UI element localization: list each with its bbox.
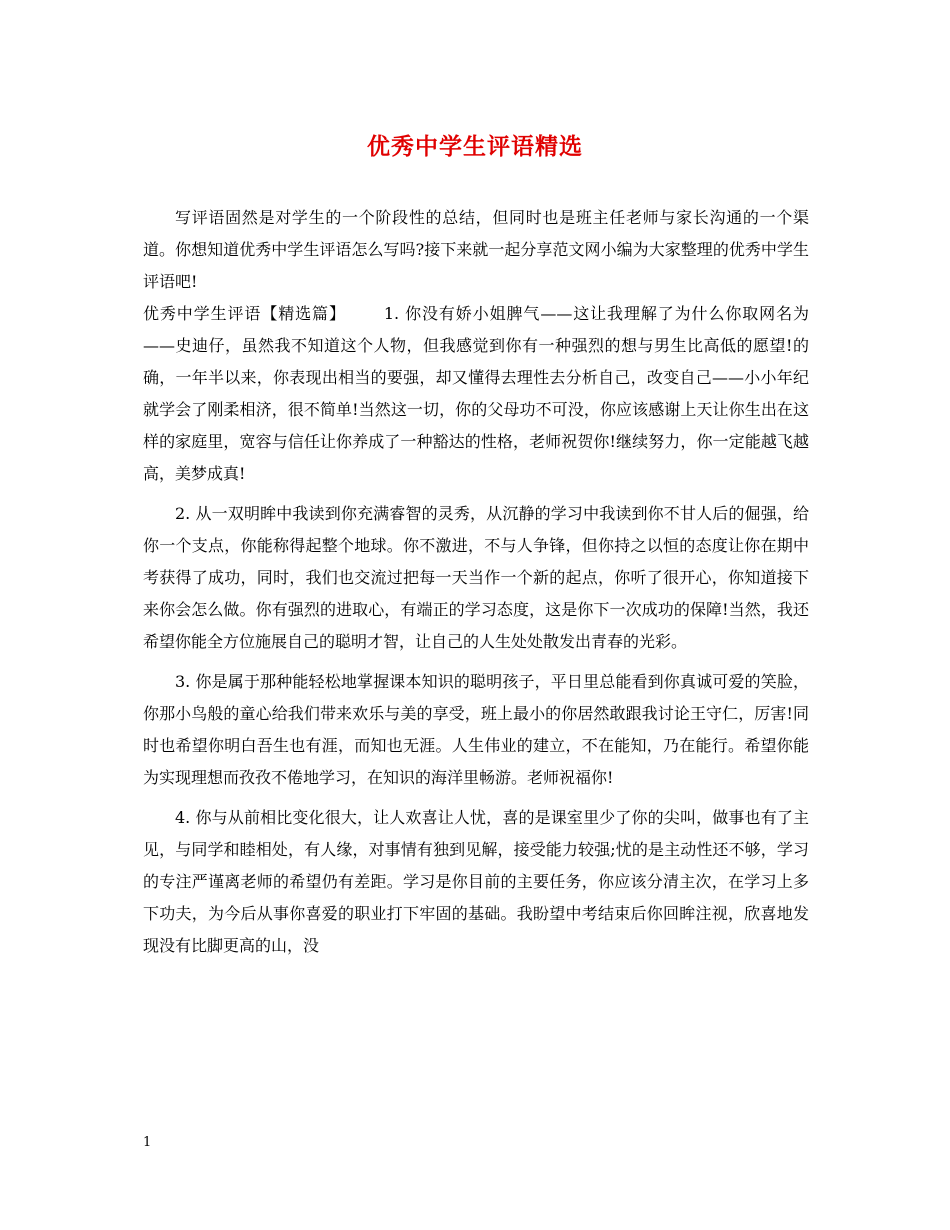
page-number: 1 <box>143 1135 152 1150</box>
item-2-paragraph: 2. 从一双明眸中我读到你充满睿智的灵秀，从沉静的学习中我读到你不甘人后的倔强，给你一个支点，你能称得起整个地球。你不激进，不与人争锋，但你持之以恒的态度让你在期中考获得了成功，同时，我们也交流过把每一天当作一个新的起点，你听了很开心，你知道接下来你会怎么做。你有强烈的进取心，有端正的学习态度，这是你下一次成功的保障!当然，我还希望你能全方位施展自己的聪明才智，让自己的人生处处散发出青春的光彩。 <box>143 504 809 651</box>
section-heading: 优秀中学生评语【精选篇】 <box>143 304 346 323</box>
document-body <box>143 202 809 962</box>
page-title: 优秀中学生评语精选 <box>367 134 583 160</box>
item-4-paragraph: 4. 你与从前相比变化很大，让人欢喜让人忧，喜的是课室里少了你的尖叫，做事也有了主见，与同学和睦相处，有人缘，对事情有独到见解，接受能力较强;忧的是主动性还不够，学习的专注严谨离老师的希望仍有差距。学习是你目前的主要任务，你应该分清主次，在学习上多下功夫，为今后从事你喜爱的职业打下牢固的基础。我盼望中考结束后你回眸注视，欣喜地发现没有比脚更高的山，没 <box>143 808 809 955</box>
item-3-paragraph: 3. 你是属于那种能轻松地掌握课本知识的聪明孩子，平日里总能看到你真诚可爱的笑脸，你那小鸟般的童心给我们带来欢乐与美的享受，班上最小的你居然敢跟我讨论王守仁，厉害!同时也希望你明白吾生也有涯，而知也无涯。人生伟业的建立，不在能知，乃在能行。希望你能为实现理想而孜孜不倦地学习，在知识的海洋里畅游。老师祝福你! <box>143 672 809 787</box>
intro-paragraph: 写评语固然是对学生的一个阶段性的总结，但同时也是班主任老师与家长沟通的一个渠道。你想知道优秀中学生评语怎么写吗?接下来就一起分享范文网小编为大家整理的优秀中学生评语吧! <box>143 208 809 291</box>
item-1-paragraph <box>143 298 809 490</box>
item-1-text: 1. 你没有娇小姐脾气——这让我理解了为什么你取网名为——史迪仔，虽然我不知道这个人物，但我感觉到你有一种强烈的想与男生比高低的愿望!的确，一年半以来，你表现出相当的要强，却又懂得去理性去分析自己，改变自己——小小年纪就学会了刚柔相济，很不简单!当然这一切，你的父母功不可没，你应该感谢上天让你生出在这样的家庭里，宽容与信任让你养成了一种豁达的性格，老师祝贺你!继续努力，你一定能越飞越高，美梦成真! <box>143 304 809 483</box>
